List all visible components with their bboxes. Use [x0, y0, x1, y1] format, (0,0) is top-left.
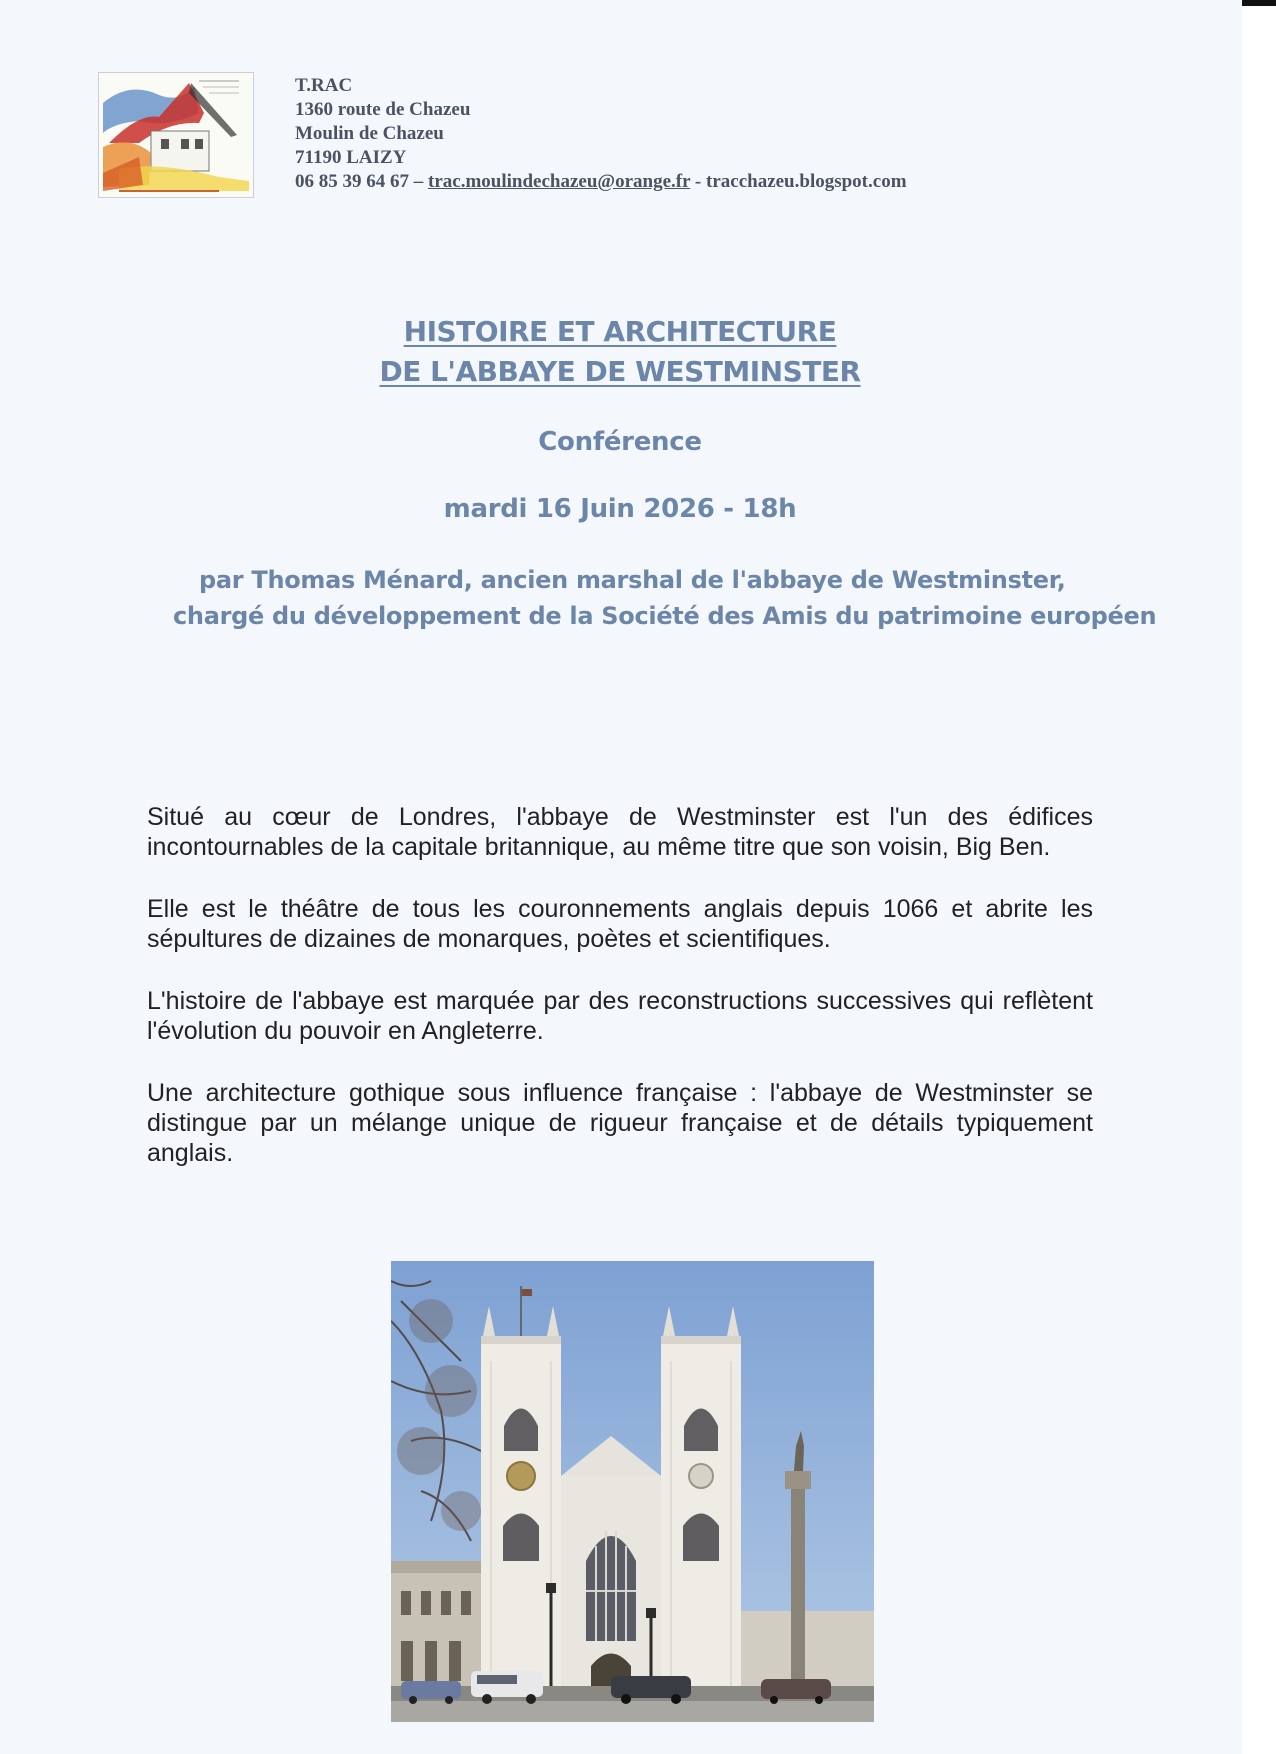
email-link[interactable]: trac.moulindechazeu@orange.fr: [428, 171, 691, 192]
paragraph: L'histoire de l'abbaye est marquée par des reconstructions successives qui reflètent l'évolution du pouvoir en Angleterre.: [147, 987, 1093, 1045]
address-postcode-city: 71190 LAIZY: [295, 147, 407, 168]
organization-logo: [98, 72, 254, 198]
address-street: 1360 route de Chazeu: [295, 99, 471, 120]
abbey-facade-image: [391, 1261, 874, 1722]
title-line-1: HISTOIRE ET ARCHITECTURE: [403, 315, 837, 348]
phone-number: 06 85 39 64 67 –: [295, 171, 424, 192]
page-edge-mark: [1242, 0, 1276, 6]
speaker-line-1: par Thomas Ménard, ancien marshal de l'abbaye de Westminster,: [199, 566, 1066, 594]
title-line-2: DE L'ABBAYE DE WESTMINSTER: [379, 355, 861, 388]
speaker-info: [0, 562, 1276, 634]
description: [147, 802, 1093, 1200]
paragraph: Elle est le théâtre de tous les couronnements anglais depuis 1066 et abrite les sépultures de dizaines de monarques, poètes et scientifiques.: [147, 895, 1093, 953]
letterhead: [295, 74, 907, 194]
contact-line: [295, 170, 907, 194]
westminster-abbey-photo: [391, 1261, 874, 1722]
event-type: Conférence: [538, 427, 702, 457]
event-date: mardi 16 Juin 2026 - 18h: [443, 494, 797, 524]
speaker-line-2: chargé du développement de la Société des Amis du patrimoine européen: [173, 602, 1157, 630]
event-title: [0, 312, 1240, 392]
blog-url: - tracchazeu.blogspot.com: [694, 171, 907, 192]
paragraph: Une architecture gothique sous influence française : l'abbaye de Westminster se distingue par un mélange unique de rigueur française et de détails typiquement anglais.: [147, 1079, 1093, 1167]
address-place: Moulin de Chazeu: [295, 123, 444, 144]
paragraph: Situé au cœur de Londres, l'abbaye de Westminster est l'un des édifices incontournables de la capitale britannique, au même titre que son voisin, Big Ben.: [147, 803, 1093, 861]
page-edge: [1242, 0, 1276, 1754]
mill-house-logo-icon: [99, 73, 253, 197]
org-name: T.RAC: [295, 75, 353, 96]
